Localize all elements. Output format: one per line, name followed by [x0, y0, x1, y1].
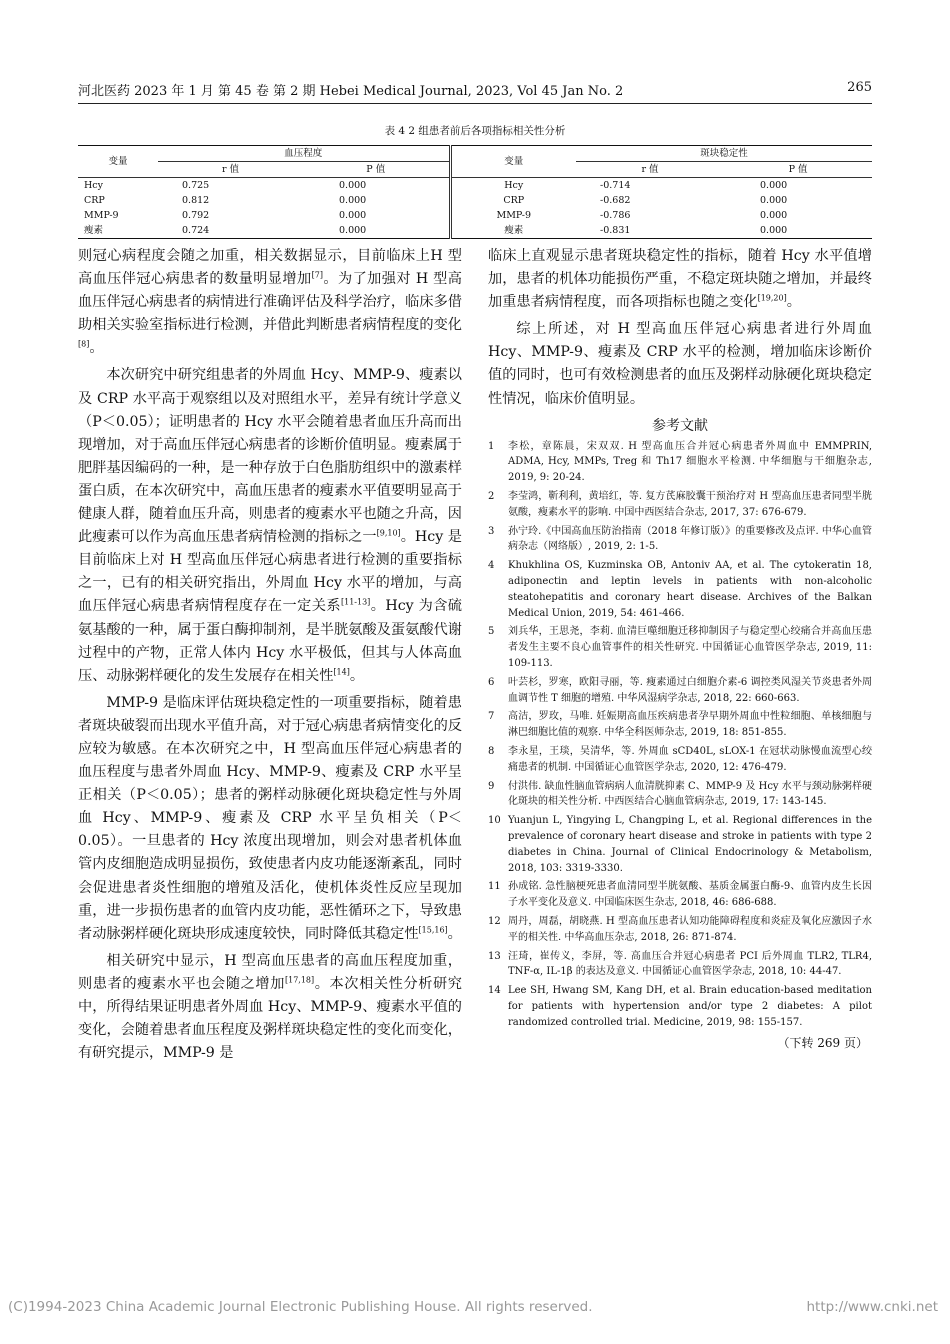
journal-header-text: 河北医药 2023 年 1 月 第 45 卷 第 2 期 Hebei Medical Journal, 2023, Vol 45 Jan No. 2 [78, 84, 624, 99]
citation: [14] [333, 666, 350, 676]
reference-item: 14 Lee SH, Hwang SM, Kang DH, et al. Brain education-based meditation for patients with hypertension and/or type 2 diabetes: A pilot randomized controlled trial. Medicine, 2019, 98: 155-157. [488, 985, 872, 1028]
citation: [11-13] [340, 597, 371, 607]
paragraph: MMP-9 是临床评估斑块稳定性的一项重要指标，随着患者斑块破裂而出现水平值升高，对于冠心病患者病情变化的反应较为敏感。在本次研究之中，H 型高血压伴冠心病患者的血压程度与患者外周血 Hcy、MMP-9、瘦素及 CRP 水平呈正相关（P＜0.05）；患者的粥样动脉硬化斑块稳定性与外周血 Hcy、MMP-9、瘦素及 CRP 水平呈负相关（P＜0.05）。一旦患者的 Hcy 浓度出现增加，则会对患者机体血管内皮细胞造成明显损伤，致使患者内皮功能逐渐紊乱，同时会促进患者炎性细胞的增殖及活化，使机体炎性反应呈现加重，进一步损伤患者的血管内皮功能，恶性循环之下，导致患者动脉粥样硬化斑块形成速度较快，同时降低其稳定性[15,16]。 [78, 694, 462, 942]
row-p-value: 0.000 [339, 225, 367, 236]
reference-item: 8 李永星，王琰，吴清华，等. 外周血 sCD40L, sLOX-1 在冠状动脉慢血流型心绞痛患者的机制. 中国循证心血管医学杂志, 2020, 12: 476-479. [488, 746, 872, 773]
reference-item: 9 付洪伟. 缺血性脑血管病病人血清胱抑素 C、MMP-9 及 Hcy 水平与颈动脉粥样硬化斑块的相关性分析. 中西医结合心脑血管病杂志, 2019, 17: 143-145. [488, 780, 872, 808]
row-r-value: -0.831 [600, 225, 631, 236]
reference-item: 11 孙成铭. 急性脑梗死患者血清同型半胱氨酸、基质金属蛋白酶-9、血管内皮生长因子水平变化及意义. 中国临床医生杂志, 2018, 46: 686-688. [488, 881, 872, 909]
row-r-value: 0.724 [182, 225, 210, 236]
header-variable-right: 变量 [450, 146, 576, 178]
header-blood-pressure: 血压程度 [158, 146, 450, 162]
header-variable-left: 变量 [108, 156, 128, 167]
citation: [7] [311, 270, 323, 280]
row-r-value: 0.792 [182, 210, 210, 221]
row-p-value: 0.000 [760, 210, 788, 221]
correlation-table [78, 145, 872, 239]
header-p-right: P 值 [788, 164, 808, 175]
reference-item: 4 Khukhlina OS, Kuzminska OB, Antoniv AA, et al. The cytokeratin 18, adiponectin and leptin levels in patients with non-alcoholic steatohepatitis and coronary heart disease. Archives of the Balkan Medical Union, 2019, 54: 461-466. [488, 560, 872, 619]
left-column [78, 245, 462, 1069]
row-variable: CRP [84, 195, 105, 206]
continued-note: （下转 269 页） [777, 1035, 868, 1050]
row-p-value: 0.000 [760, 195, 788, 206]
references-title: 参考文献 [652, 417, 708, 434]
row-variable: 瘦素 [84, 225, 104, 236]
row-variable: MMP-9 [450, 208, 576, 223]
table-row [78, 208, 872, 223]
header-rule [78, 103, 872, 104]
conclusion-paragraph: 综上所述，对 H 型高血压伴冠心病患者进行外周血 Hcy、MMP-9、瘦素及 CRP 水平的检测，增加临床诊断价值的同时，也可有效检测患者的血压及粥样动脉硬化斑块稳定性情况，临床价值明显。 [488, 321, 872, 407]
citation: [17,18] [284, 975, 315, 985]
paragraph: 本次研究中研究组患者的外周血 Hcy、MMP-9、瘦素以及 CRP 水平高于观察组以及对照组水平，差异有统计学意义（P＜0.05）；证明患者的 Hcy 水平会随着患者血压升高而出现增加，对于高血压伴冠心病患者的诊断价值明显。瘦素属于肥胖基因编码的一种，是一种存放于白色脂肪组织中的激素样蛋白质，在本次研究中，高血压患者的瘦素水平值要明显高于健康人群，随着血压升高，则患者的瘦素水平也随之升高，因此瘦素可以作为高血压患者病情检测的指标之一[9,10]。Hcy 是目前临床上对 H 型高血压伴冠心病患者进行检测的重要指标之一，已有的相关研究指出，外周血 Hcy 水平的增加，与高血压伴冠心病患者病情程度存在一定关系[11-13]。Hcy 为含硫氨基酸的一种，属于蛋白酶抑制剂，是半胱氨酸及蛋氨酸代谢过程中的产物，正常人体内 Hcy 水平极低，但其与人体高血压、动脉粥样硬化的发生发展存在相关性[14]。 [78, 367, 462, 684]
row-variable: CRP [450, 193, 576, 208]
reference-item: 5 刘兵华，王思尧，李莉. 血清巨噬细胞迁移抑制因子与稳定型心绞痛合并高血压患者发生主要不良心血管事件的相关性研究. 中国循证心血管医学杂志, 2019, 11: 109-113. [488, 626, 872, 670]
page-number: 265 [847, 80, 872, 95]
citation: [9,10] [376, 528, 401, 538]
row-p-value: 0.000 [760, 225, 788, 236]
citation: [8] [78, 339, 90, 349]
cnki-link[interactable]: http://www.cnki.net [806, 1299, 938, 1315]
table-caption: 表 4 2 组患者前后各项指标相关性分析 [384, 125, 566, 137]
table-row [78, 178, 872, 194]
paragraph: 相关研究中显示，H 型高血压患者的高血压程度加重，则患者的瘦素水平也会随之增加[17,18]。本次相关性分析研究中，所得结果证明患者外周血 Hcy、MMP-9、瘦素水平值的变化，会随着患者血压程度及粥样斑块稳定性的变化而变化，有研究提示，MMP-9 是 [78, 952, 462, 1062]
right-column [488, 245, 872, 1051]
row-r-value: -0.682 [600, 195, 631, 206]
header-r-left: r 值 [221, 164, 240, 175]
reference-item: 2 李莹鸿，靳利利，黄培红，等. 复方芪麻胶囊干预治疗对 H 型高血压患者同型半胱氨酸，瘦素水平的影响. 中国中西医结合杂志, 2017, 37: 676-679. [488, 491, 872, 518]
row-p-value: 0.000 [760, 180, 788, 191]
row-variable: Hcy [84, 180, 103, 191]
row-r-value: 0.812 [182, 195, 210, 206]
row-r-value: 0.725 [182, 180, 210, 191]
copyright-text: (C)1994-2023 China Academic Journal Electronic Publishing House. All rights reserved. [8, 1299, 593, 1315]
running-header [78, 80, 872, 100]
reference-item: 1 李松，章陈晨，宋双双. H 型高血压合并冠心病患者外周血中 EMMPRIN, ADMA, Hcy, MMPs, Treg 和 Th17 细胞水平检测. 中华细胞与干细胞杂志, 2019, 9: 20-24. [488, 440, 872, 484]
reference-list [488, 439, 872, 1031]
row-variable: MMP-9 [84, 210, 119, 221]
reference-item: 12 周丹，周磊，胡晓燕. H 型高血压患者认知功能障碍程度和炎症及氧化应激因子水平的相关性. 中华高血压杂志, 2018, 26: 871-874. [488, 915, 872, 943]
header-r-right: r 值 [641, 164, 659, 175]
reference-item: 10 Yuanjun L, Yingying L, Changping L, et al. Regional differences in the prevalence of coronary heart disease and stroke in patients with type 2 diabetes in China. Journal of Clinical Endocrinology & Metabolism, 2018, 103: 3319-3330. [488, 815, 872, 874]
paragraph: 临床上直观显示患者斑块稳定性的指标，随着 Hcy 水平值增加，患者的机体功能损伤严重，不稳定斑块随之增加，并最终加重患者病情程度，而各项指标也随之变化[19,20]。 [488, 248, 872, 311]
row-r-value: -0.714 [600, 180, 631, 191]
reference-item: 3 孙宁玲.《中国高血压防治指南（2018 年修订版）》的重要修改及点评. 中华心血管病杂志（网络版）, 2019, 2: 1-5. [488, 525, 872, 553]
reference-item: 7 高洁，罗玫，马唯. 妊娠期高血压疾病患者孕早期外周血中性粒细胞、单核细胞与淋巴细胞比值的观察. 中华全科医师杂志, 2019, 18: 851-855. [488, 711, 872, 739]
citation: [15,16] [418, 924, 448, 934]
header-plaque-stability: 斑块稳定性 [576, 146, 872, 162]
table-row [78, 223, 872, 239]
row-r-value: -0.786 [600, 210, 631, 221]
row-p-value: 0.000 [339, 180, 367, 191]
header-p-left: P 值 [366, 164, 386, 175]
table-row [78, 193, 872, 208]
row-p-value: 0.000 [339, 195, 367, 206]
row-p-value: 0.000 [339, 210, 367, 221]
reference-item: 6 叶芸杉，罗寒，欧阳寻丽，等. 瘦素通过白细胞介素-6 调控类风湿关节炎患者外周血调节性 T 细胞的增殖. 中华风湿病学杂志, 2018, 22: 660-663. [488, 676, 872, 704]
citation: [19,20] [757, 293, 787, 303]
row-variable: Hcy [450, 178, 576, 194]
reference-item: 13 汪琦，崔传义，李屏，等. 高血压合并冠心病患者 PCI 后外周血 TLR2, TLR4, TNF-α, IL-1β 的表达及意义. 中国循证心血管医学杂志, 2018, 10: 44-47. [488, 950, 872, 978]
row-variable: 瘦素 [450, 223, 576, 239]
paragraph: 则冠心病程度会随之加重，相关数据显示，目前临床上H 型高血压伴冠心病患者的数量明显增加[7]。为了加强对 H 型高血压伴冠心病患者的病情进行准确评估及科学治疗，临床多借助相关实验室指标进行检测，并借此判断患者病情程度的变化[8]。 [78, 248, 462, 357]
